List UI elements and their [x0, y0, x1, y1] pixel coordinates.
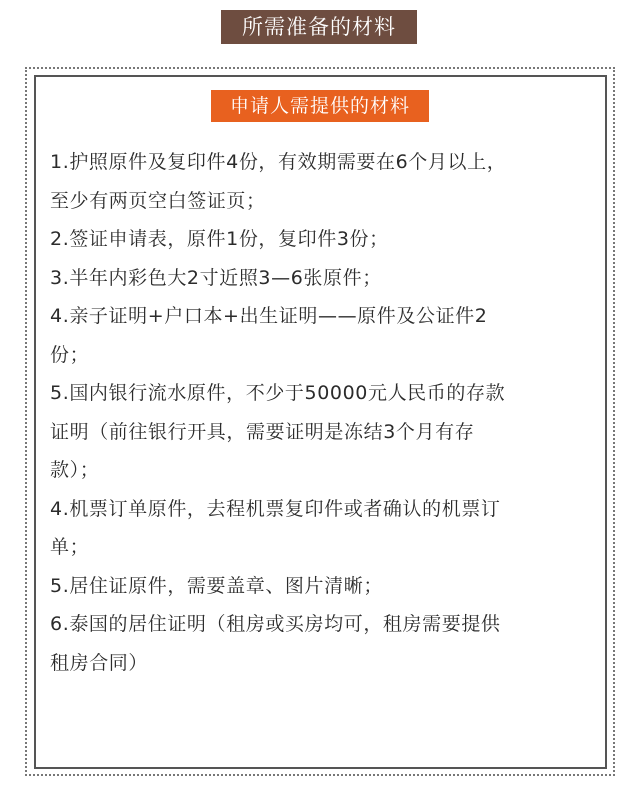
list-line: 单；	[50, 536, 90, 558]
list-line: 份；	[50, 343, 90, 366]
list-line: 租房合同）	[50, 651, 149, 674]
list-line: 1.护照原件及复印件4份，有效期需要在6个月以上，	[50, 151, 507, 173]
list-line: 4.亲子证明+户口本+出生证明——原件及公证件2	[50, 305, 488, 327]
list-line: 6.泰国的居住证明（租房或买房均可，租房需要提供	[50, 613, 501, 635]
section-subtitle: 申请人需提供的材料	[211, 90, 429, 122]
list-line: 3.半年内彩色大2寸近照3—6张原件；	[50, 266, 382, 289]
list-line: 4.机票订单原件，去程机票复印件或者确认的机票订	[50, 497, 501, 520]
list-line: 5.国内银行流水原件，不少于50000元人民币的存款	[50, 382, 506, 404]
list-line: 至少有两页空白签证页；	[50, 189, 266, 212]
list-line: 证明（前往银行开具，需要证明是冻结3个月有存	[50, 420, 475, 443]
list-line: 2.签证申请表，原件1份，复印件3份；	[50, 228, 389, 250]
list-line: 5.居住证原件，需要盖章、图片清晰；	[50, 574, 383, 597]
materials-list	[50, 143, 595, 682]
page-title: 所需准备的材料	[221, 10, 417, 44]
list-line: 款）；	[50, 459, 100, 481]
